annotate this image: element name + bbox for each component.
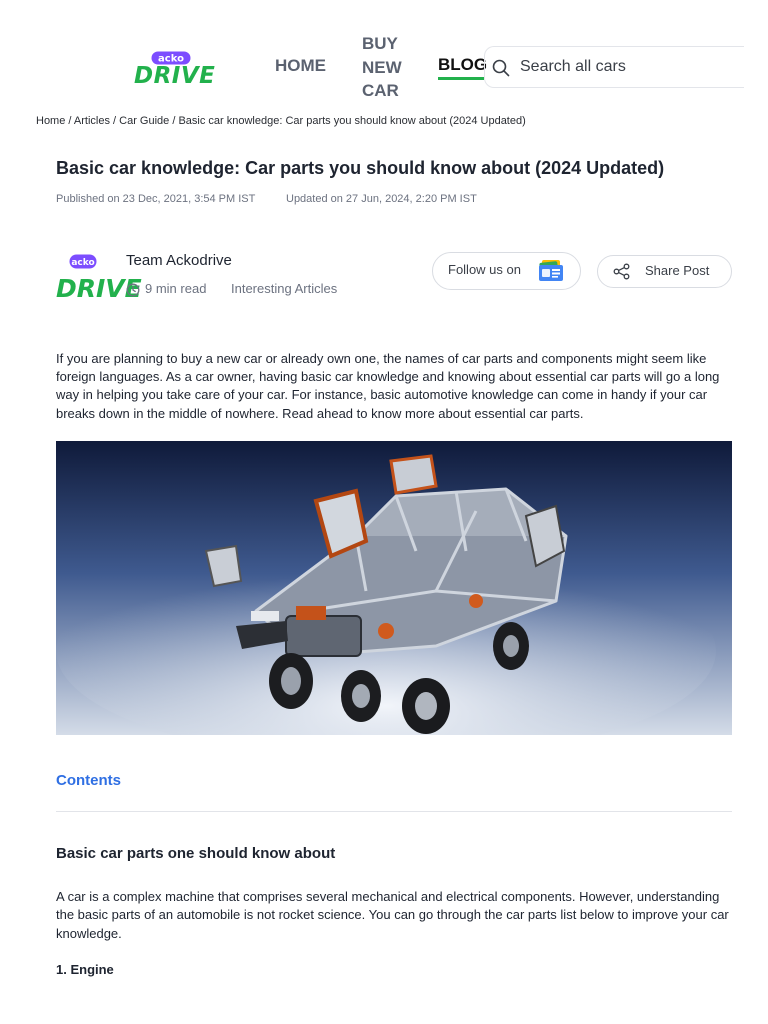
section-divider xyxy=(56,811,732,812)
updated-date: Updated on 27 Jun, 2024, 2:20 PM IST xyxy=(286,193,477,205)
svg-text:acko: acko xyxy=(71,258,95,268)
search-placeholder[interactable]: Search all cars xyxy=(520,58,626,75)
author-avatar-mark xyxy=(69,254,97,269)
breadcrumb-current: Basic car knowledge: Car parts you should know about (2024 Updated) xyxy=(178,115,526,127)
breadcrumb-separator: / xyxy=(169,115,179,127)
contents-toggle[interactable]: Contents xyxy=(56,772,121,789)
subheading-engine: 1. Engine xyxy=(56,962,114,977)
section-heading: Basic car parts one should know about xyxy=(56,845,336,862)
author-name[interactable]: Team Ackodrive xyxy=(126,252,232,269)
nav-home[interactable]: HOME xyxy=(275,56,326,75)
nav-buy-new-car[interactable]: BUY NEW CAR xyxy=(362,34,402,100)
breadcrumb-car-guide[interactable]: Car Guide xyxy=(119,115,170,127)
nav-active-indicator xyxy=(438,77,484,80)
hero-image-car-parts xyxy=(56,441,732,735)
drive-logo[interactable]: DRIVE xyxy=(134,63,216,89)
read-time: 9 min read xyxy=(145,281,207,296)
clock-icon xyxy=(126,283,140,297)
search-icon xyxy=(491,58,511,78)
svg-text:acko: acko xyxy=(158,53,184,65)
share-label[interactable]: Share Post xyxy=(645,263,710,278)
category-link[interactable]: Interesting Articles xyxy=(231,281,338,296)
breadcrumb-separator: / xyxy=(109,115,120,127)
breadcrumb-home[interactable]: Home xyxy=(36,115,66,127)
nav-blog[interactable]: BLOG xyxy=(438,55,488,74)
google-news-icon xyxy=(537,259,565,283)
article-title: Basic car knowledge: Car parts you should know about (2024 Updated) xyxy=(56,158,665,178)
published-date: Published on 23 Dec, 2021, 3:54 PM IST xyxy=(56,193,256,205)
share-icon xyxy=(612,262,631,281)
author-avatar: DRIVE xyxy=(56,274,142,303)
breadcrumb-separator: / xyxy=(65,115,74,127)
section-paragraph: A car is a complex machine that comprises several mechanical and electrical components. However, understanding the basic parts of an automobile is not rocket science. You can go through the car parts list below to improve your car knowledge. xyxy=(56,889,729,941)
breadcrumb-articles[interactable]: Articles xyxy=(73,115,110,127)
breadcrumb xyxy=(36,114,526,128)
article-intro: If you are planning to buy a new car or already own one, the names of car parts and components might seem like foreign languages. As a car owner, having basic car knowledge and knowing about essential car parts will go a long way in helping you take care of your car. For instance, basic automotive knowledge can come in handy if your car breaks down in the middle of nowhere. Read ahead to know more about essential car parts. xyxy=(56,351,720,421)
follow-label[interactable]: Follow us on xyxy=(448,262,521,277)
